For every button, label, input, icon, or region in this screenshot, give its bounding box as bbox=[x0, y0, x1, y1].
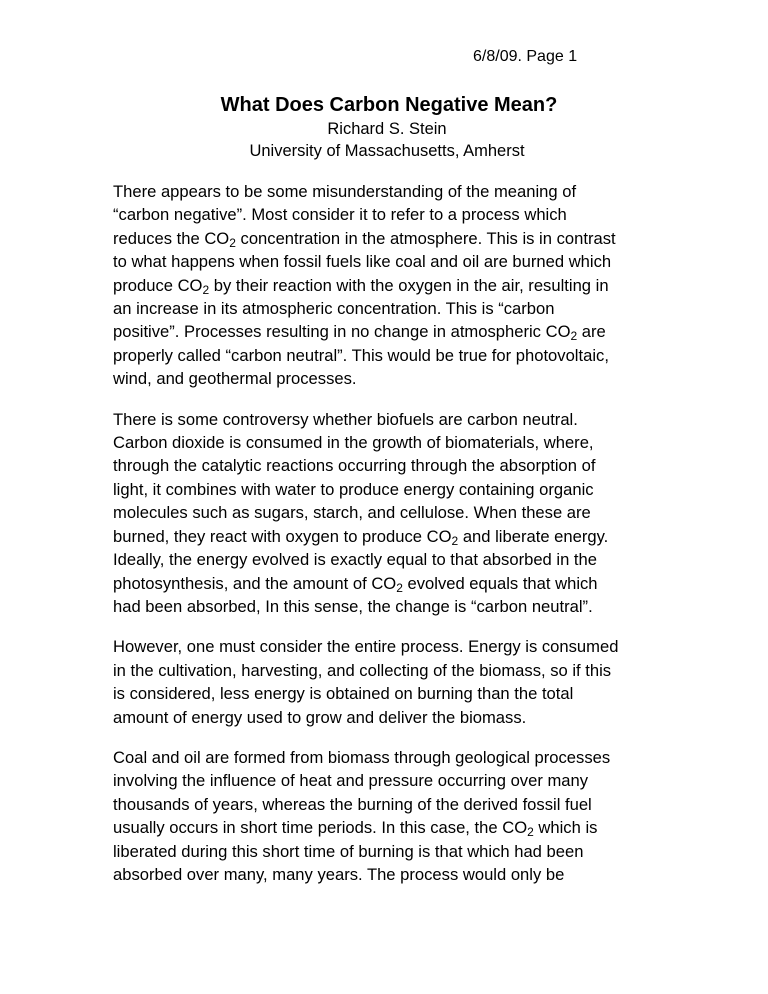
co2-formula: $CO_2$ bbox=[177, 275, 210, 297]
co2-formula: $CO_2$ bbox=[502, 818, 534, 840]
text-line: properly called “carbon neutral”. This would be true for photovoltaic, bbox=[113, 345, 609, 365]
text-line: liberated during this short time of burning is that which had been bbox=[113, 841, 584, 861]
text-line: reduces the $CO_2$ concentration in the atmosphere. This is in contrast bbox=[113, 228, 616, 250]
paragraph bbox=[113, 746, 753, 886]
text-line: light, it combines with water to produce energy containing organic bbox=[113, 479, 594, 499]
text-line: Coal and oil are formed from biomass through geological processes bbox=[113, 747, 611, 767]
author-name-text: Richard S. Stein bbox=[327, 120, 447, 138]
text-line: “carbon negative”. Most consider it to refer to a process which bbox=[113, 205, 567, 225]
text-line: is considered, less energy is obtained on burning than the total bbox=[113, 684, 574, 704]
text-line: amount of energy used to grow and deliver the biomass. bbox=[113, 707, 527, 727]
paragraph bbox=[113, 408, 753, 619]
co2-formula: $CO_2$ bbox=[426, 526, 459, 548]
paragraph bbox=[113, 180, 753, 391]
text-line: molecules such as sugars, starch, and cellulose. When these are bbox=[113, 503, 591, 523]
text-line: involving the influence of heat and pressure occurring over many bbox=[113, 771, 589, 791]
text-line: through the catalytic reactions occurring through the absorption of bbox=[113, 456, 596, 476]
text-line: an increase in its atmospheric concentration. This is “carbon bbox=[113, 299, 555, 319]
text-line: burned, they react with oxygen to produce $CO_2$ and liberate energy. bbox=[113, 526, 609, 548]
text-line: usually occurs in short time periods. In this case, the $CO_2$ which is bbox=[113, 818, 598, 840]
text-line: produce $CO_2$ by their reaction with the oxygen in the air, resulting in bbox=[113, 275, 609, 297]
author-affiliation bbox=[0, 140, 768, 162]
text-line: had been absorbed, In this sense, the change is “carbon neutral”. bbox=[113, 596, 593, 616]
text-line: in the cultivation, harvesting, and collecting of the biomass, so if this bbox=[113, 660, 612, 680]
text-line: absorbed over many, many years. The process would only be bbox=[113, 864, 565, 884]
text-line: However, one must consider the entire process. Energy is consumed bbox=[113, 637, 619, 657]
text-line: positive”. Processes resulting in no change in atmospheric $CO_2$ are bbox=[113, 322, 606, 344]
co2-formula: $CO_2$ bbox=[371, 573, 403, 595]
paragraph bbox=[113, 635, 753, 729]
text-line: There is some controversy whether biofuels are carbon neutral. bbox=[113, 409, 578, 429]
document-title bbox=[0, 92, 768, 118]
co2-formula: $CO_2$ bbox=[204, 228, 236, 250]
page-header-date: 6/8/09. Page 1 bbox=[473, 48, 578, 65]
document-title-text: What Does Carbon Negative Mean? bbox=[220, 94, 558, 116]
text-line: Carbon dioxide is consumed in the growth of biomaterials, where, bbox=[113, 433, 594, 453]
text-line: Ideally, the energy evolved is exactly equal to that absorbed in the bbox=[113, 550, 597, 570]
text-line: photosynthesis, and the amount of $CO_2$ evolved equals that which bbox=[113, 573, 598, 595]
author-affiliation-text: University of Massachusetts, Amherst bbox=[249, 142, 525, 160]
co2-formula: $CO_2$ bbox=[545, 322, 578, 344]
author-name bbox=[0, 118, 768, 140]
document-body bbox=[113, 180, 753, 903]
text-line: thousands of years, whereas the burning of the derived fossil fuel bbox=[113, 794, 592, 814]
text-line: There appears to be some misunderstanding of the meaning of bbox=[113, 182, 577, 201]
text-line: to what happens when fossil fuels like coal and oil are burned which bbox=[113, 252, 612, 272]
text-line: wind, and geothermal processes. bbox=[113, 369, 357, 389]
